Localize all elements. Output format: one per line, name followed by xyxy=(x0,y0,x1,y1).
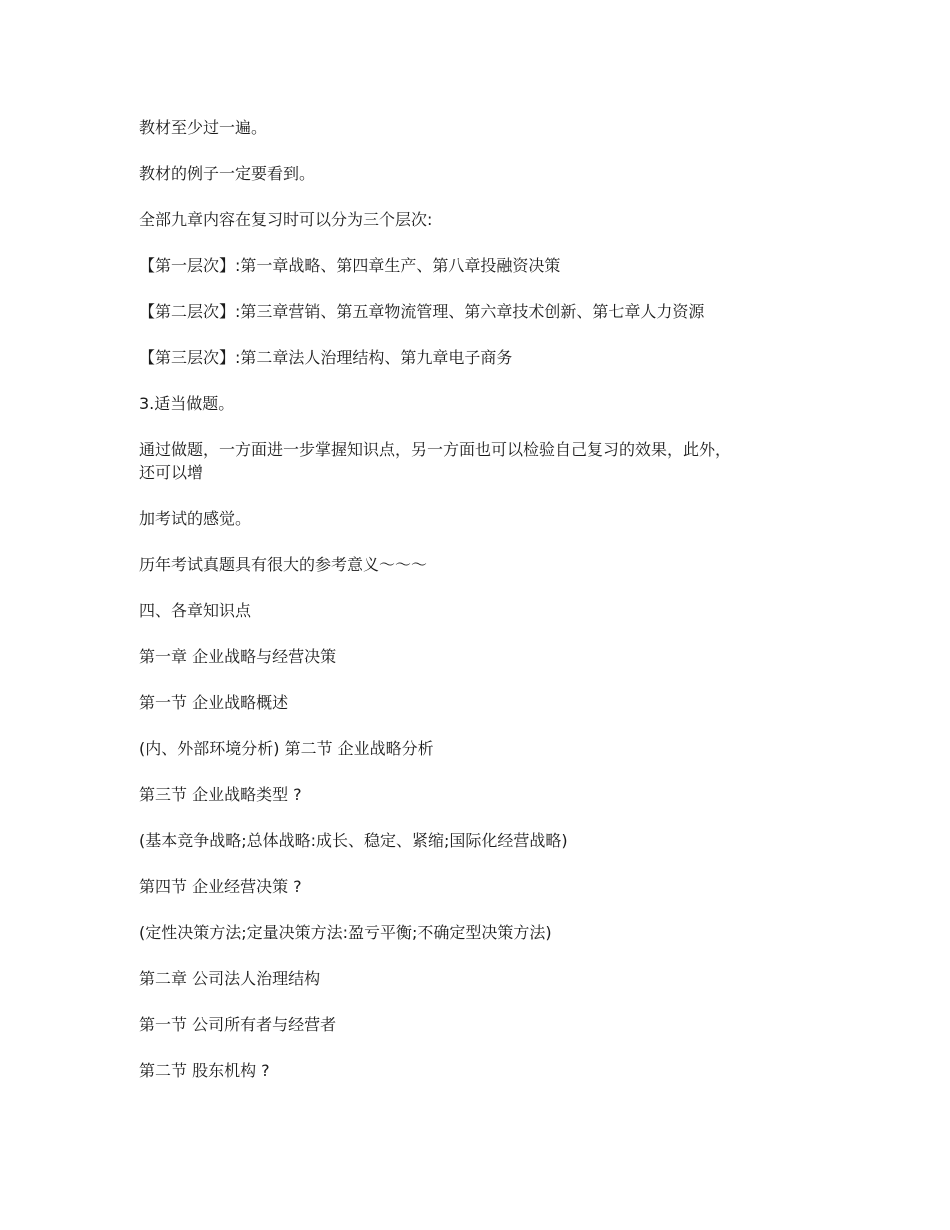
section-note: (基本竞争战略;总体战略:成长、稳定、紧缩;国际化经营战略) xyxy=(139,831,568,850)
paragraph: 加考试的感觉。 xyxy=(139,509,252,528)
section-title: 第四节 企业经营决策 ? xyxy=(139,877,302,896)
paragraph-continuation: 还可以增 xyxy=(139,463,204,482)
paragraph: 【第三层次】:第二章法人治理结构、第九章电子商务 xyxy=(139,348,513,367)
paragraph: 通过做题，一方面进一步掌握知识点，另一方面也可以检验自己复习的效果，此外， xyxy=(139,440,732,459)
chapter-heading: 第一章 企业战略与经营决策 xyxy=(139,647,337,666)
paragraph: 教材的例子一定要看到。 xyxy=(139,164,316,183)
section-title: 第二节 股东机构 ? xyxy=(139,1061,270,1080)
chapter-heading: 第二章 公司法人治理结构 xyxy=(139,969,321,988)
paragraph: 历年考试真题具有很大的参考意义～～～ xyxy=(139,555,428,574)
section-note: (定性决策方法;定量决策方法:盈亏平衡;不确定型决策方法) xyxy=(139,923,552,942)
document-body xyxy=(139,116,819,1105)
paragraph: 教材至少过一遍。 xyxy=(139,118,268,137)
section-title: 第三节 企业战略类型 ? xyxy=(139,785,302,804)
section-title: 第一节 企业战略概述 xyxy=(139,693,289,712)
paragraph: 【第二层次】:第三章营销、第五章物流管理、第六章技术创新、第七章人力资源 xyxy=(139,302,705,321)
paragraph: 【第一层次】:第一章战略、第四章生产、第八章投融资决策 xyxy=(139,256,561,275)
section-heading: 四、各章知识点 xyxy=(139,601,252,620)
paragraph: 3.适当做题。 xyxy=(139,394,235,413)
section-title: 第一节 公司所有者与经营者 xyxy=(139,1015,337,1034)
paragraph: 全部九章内容在复习时可以分为三个层次: xyxy=(139,210,433,229)
section-title: (内、外部环境分析) 第二节 企业战略分析 xyxy=(139,739,434,758)
